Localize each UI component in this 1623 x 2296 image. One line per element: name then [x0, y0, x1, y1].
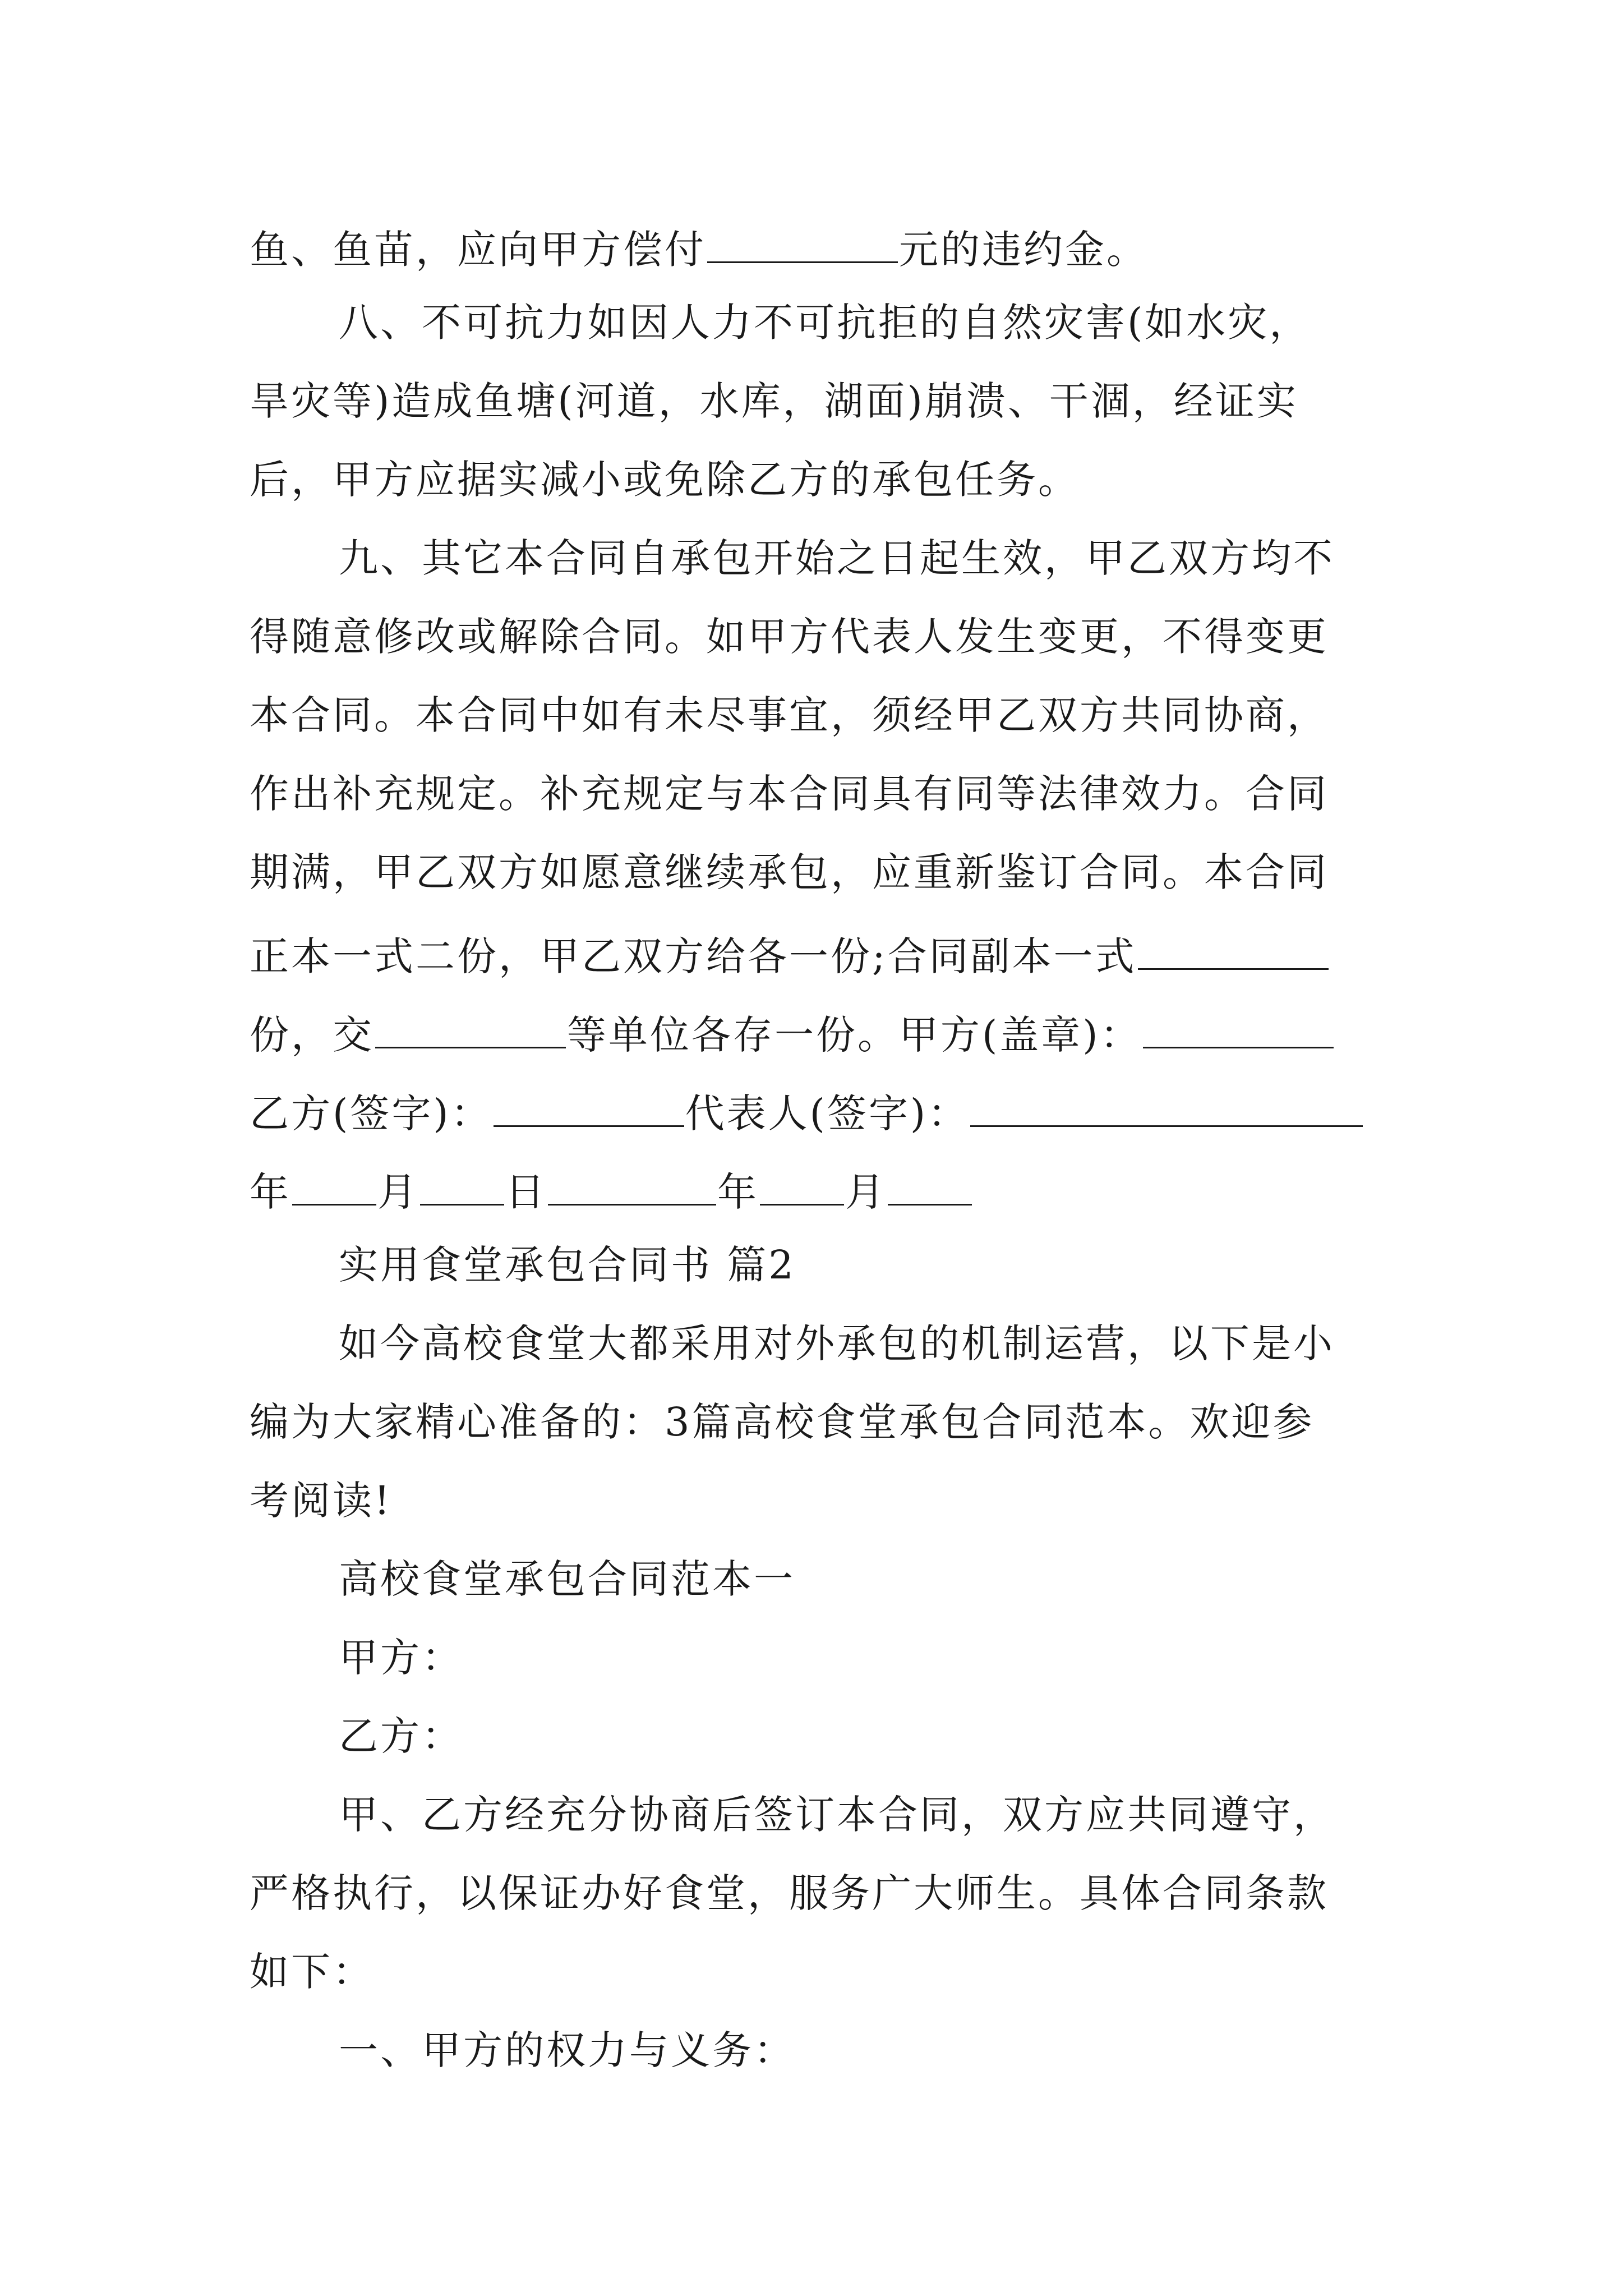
fill-blank: [1138, 931, 1329, 970]
fill-blank: [707, 224, 898, 263]
text-line: [250, 1870, 1382, 1916]
date-line: [250, 1167, 1382, 1215]
fill-blank: [760, 1167, 844, 1205]
text-segment: 八、不可抗力如因人力不可抗拒的自然灾害(如水灾，: [339, 300, 1311, 346]
text-line: [250, 1949, 1382, 1995]
text-line: [339, 1320, 1382, 1366]
text-segment: 严格执行，以保证办好食堂，服务广大师生。具体合同条款: [250, 1870, 1329, 1916]
fill-blank: [420, 1167, 504, 1205]
text-segment: 旱灾等)造成鱼塘(河道，水库，湖面)崩溃、干涸，经证实: [250, 378, 1298, 424]
fill-blank: [494, 1088, 684, 1127]
text-segment: 九、其它本合同自承包开始之日起生效，甲乙双方均不: [339, 535, 1335, 581]
text-segment: 本合同。本合同中如有未尽事宜，须经甲乙双方共同协商，: [250, 692, 1329, 738]
text-segment: 代表人(签字)：: [685, 1091, 970, 1137]
text-line: [250, 1088, 1382, 1137]
text-segment: 等单位各存一份。甲方(盖章)：: [567, 1012, 1142, 1058]
fill-blank: [888, 1167, 972, 1205]
text-line: [250, 224, 1382, 273]
text-line: [250, 1399, 1382, 1445]
text-segment: 实用食堂承包合同书 篇2: [339, 1242, 796, 1288]
text-segment: 年: [250, 1169, 291, 1215]
text-line: [250, 378, 1382, 424]
text-segment: 乙方：: [339, 1713, 463, 1759]
text-line: [339, 300, 1382, 346]
fill-blank: [970, 1088, 1363, 1127]
subsection-heading: [339, 1556, 1382, 1602]
text-line: [250, 849, 1382, 895]
party-a-line: [339, 1635, 1382, 1681]
text-segment: 考阅读!: [250, 1478, 393, 1524]
text-segment: 年: [717, 1169, 759, 1215]
text-line: [250, 771, 1382, 817]
text-segment: 后，甲方应据实减小或免除乙方的承包任务。: [250, 457, 1080, 503]
text-segment: 期满，甲乙双方如愿意继续承包，应重新鉴订合同。本合同: [250, 849, 1329, 895]
text-segment: 甲、乙方经充分协商后签订本合同，双方应共同遵守，: [339, 1792, 1335, 1838]
text-segment: 元的违约金。: [899, 227, 1148, 273]
fill-blank: [375, 1010, 566, 1048]
text-segment: 乙方(签字)：: [250, 1091, 492, 1137]
party-b-line: [339, 1713, 1382, 1759]
text-segment: 月: [377, 1169, 419, 1215]
text-segment: 如今高校食堂大都采用对外承包的机制运营，以下是小: [339, 1320, 1335, 1366]
text-line: [250, 692, 1382, 738]
text-segment: 份，交: [250, 1012, 374, 1058]
text-segment: 甲方：: [339, 1635, 463, 1681]
text-line: [339, 1792, 1382, 1838]
text-segment: 得随意修改或解除合同。如甲方代表人发生变更，不得变更: [250, 614, 1329, 660]
fill-blank: [548, 1167, 716, 1205]
text-segment: 鱼、鱼苗，应向甲方偿付: [250, 227, 706, 273]
fill-blank: [1143, 1010, 1334, 1048]
text-line: [250, 457, 1382, 503]
text-segment: 日: [505, 1169, 547, 1215]
text-segment: 正本一式二份，甲乙双方给各一份;合同副本一式: [250, 933, 1137, 979]
text-line: [250, 614, 1382, 660]
text-segment: 一、甲方的权力与义务：: [339, 2027, 795, 2073]
text-segment: 如下：: [250, 1949, 374, 1995]
text-line: [250, 1478, 1382, 1524]
text-segment: 月: [845, 1169, 887, 1215]
text-segment: 编为大家精心准备的：3篇高校食堂承包合同范本。欢迎参: [250, 1399, 1315, 1445]
text-line: [250, 1010, 1382, 1058]
clause-heading: [339, 2027, 1382, 2073]
text-segment: 高校食堂承包合同范本一: [339, 1556, 795, 1602]
text-line: [250, 931, 1382, 979]
text-line: [339, 535, 1382, 581]
fill-blank: [292, 1167, 376, 1205]
section-heading: [339, 1242, 1382, 1288]
text-segment: 作出补充规定。补充规定与本合同具有同等法律效力。合同: [250, 771, 1329, 817]
